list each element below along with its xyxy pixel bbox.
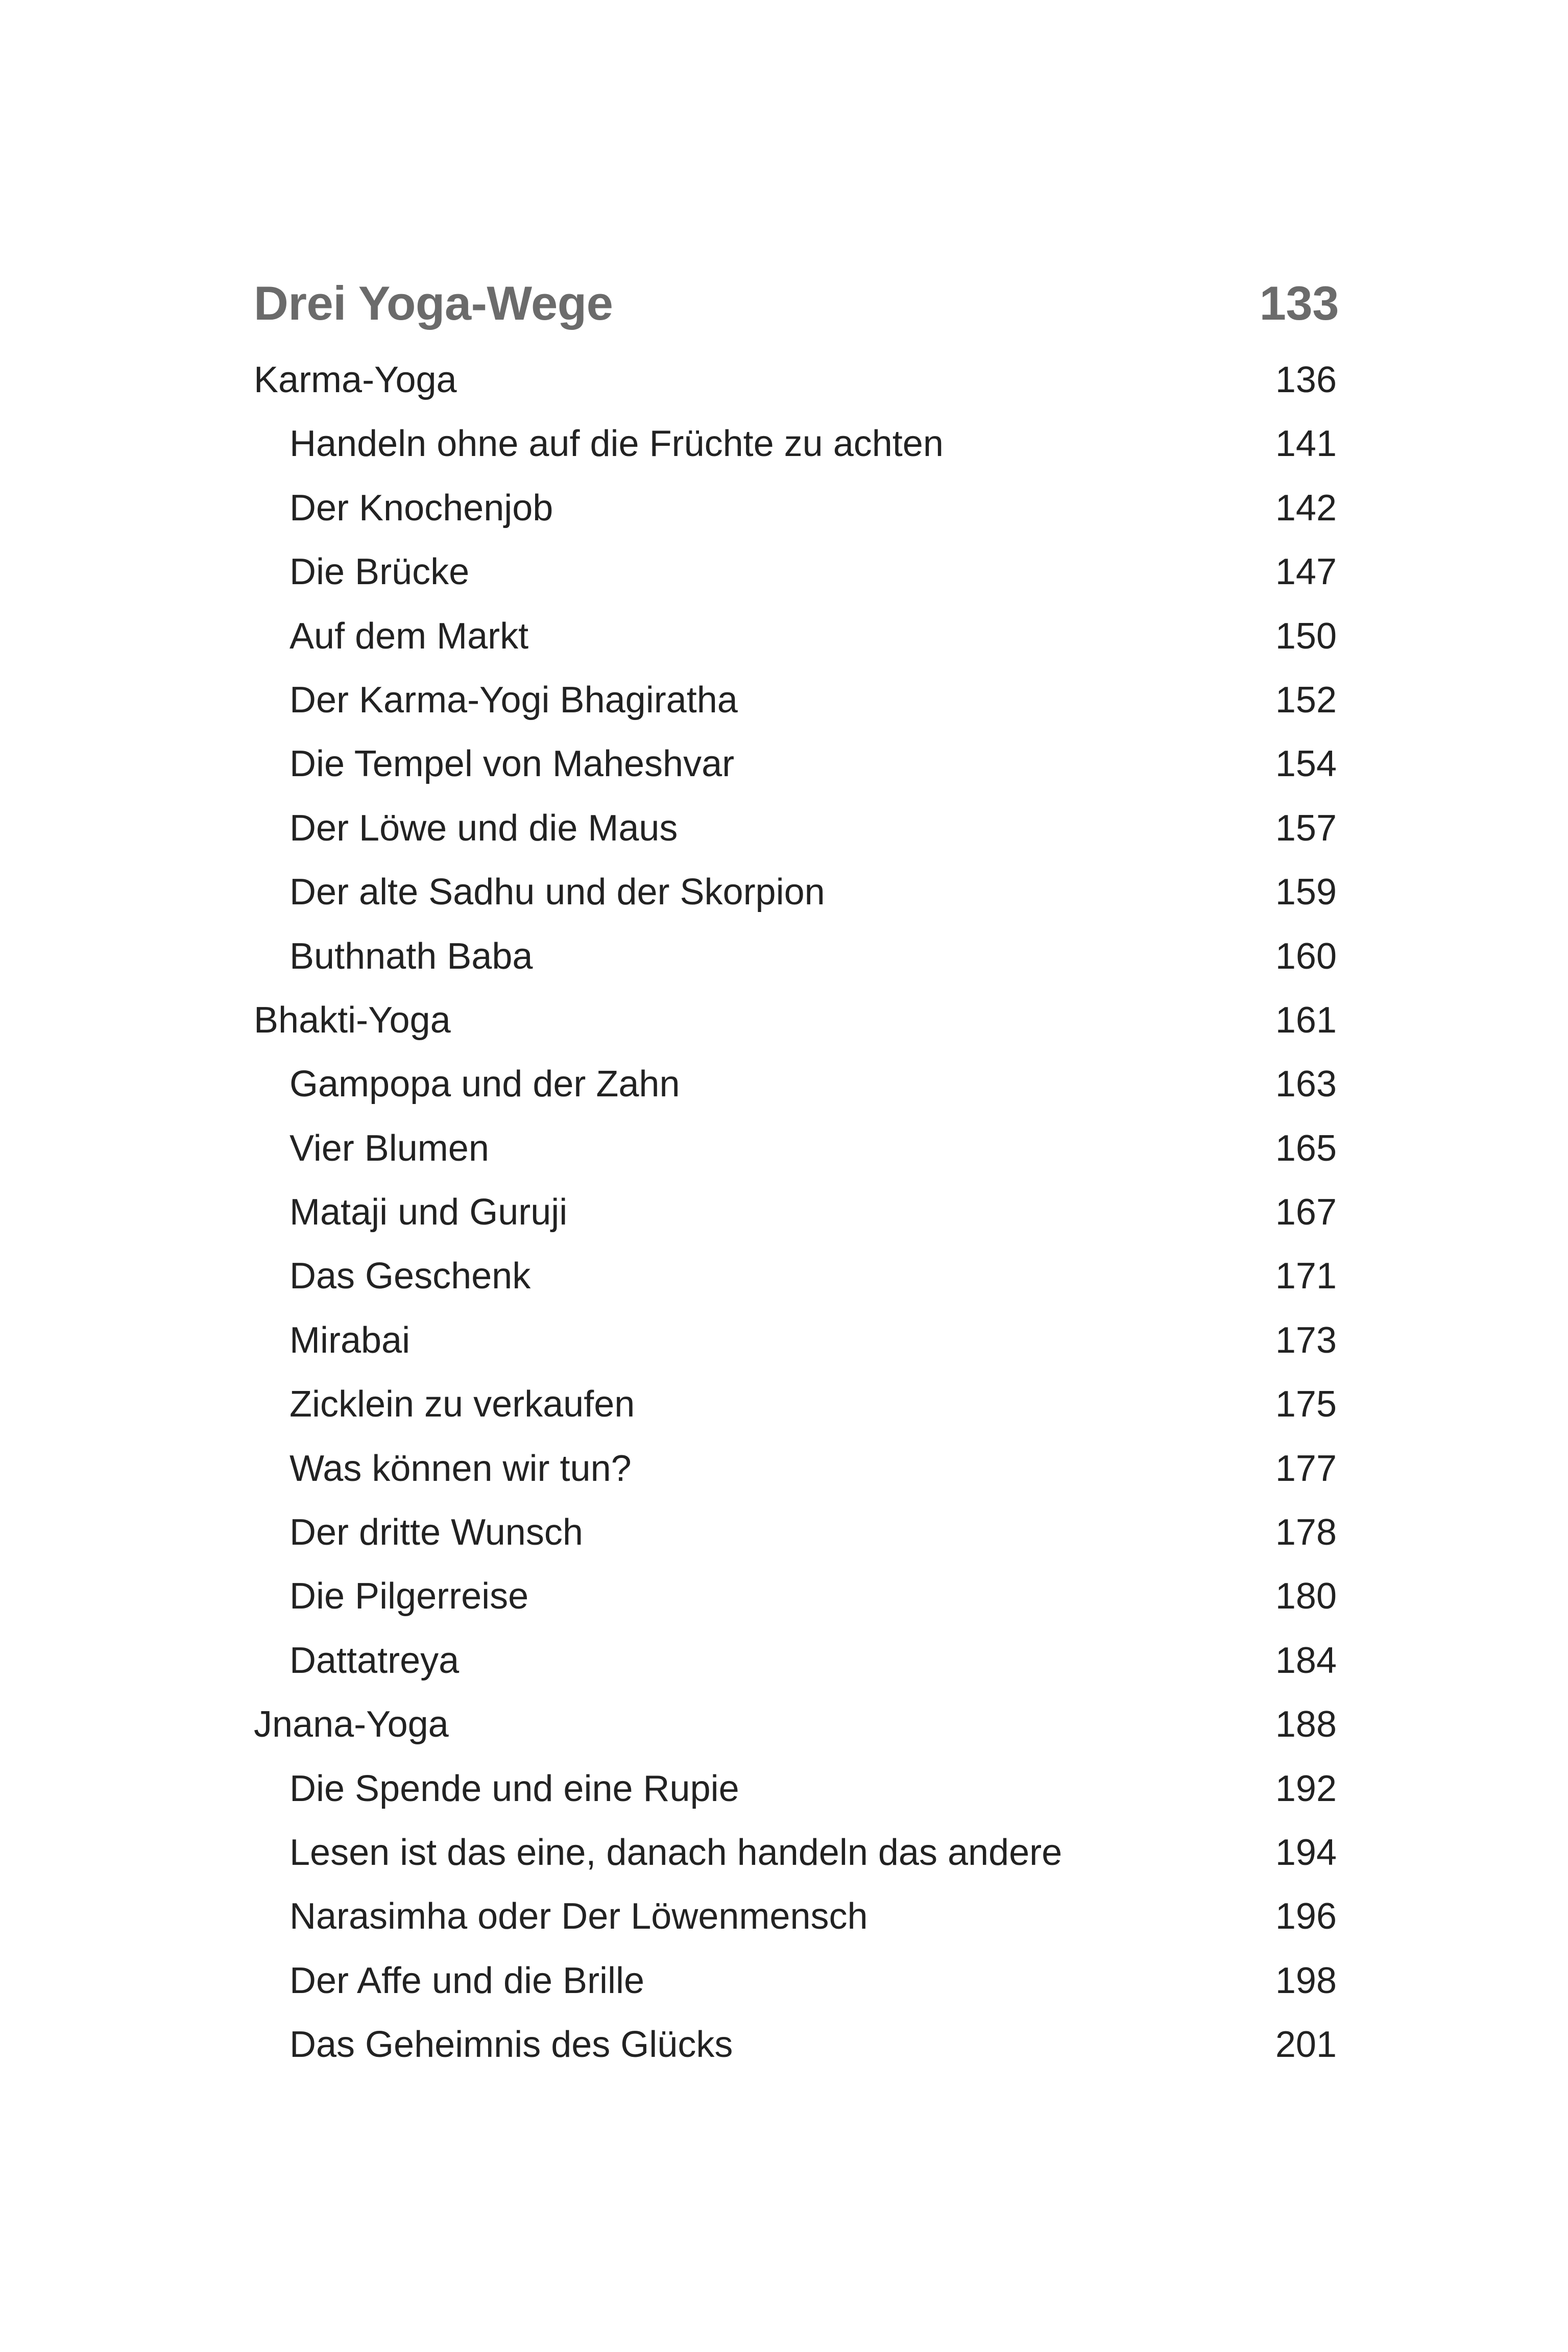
toc-entry-label: Die Tempel von Maheshvar (290, 743, 735, 785)
toc-entry-label: Der Affe und die Brille (290, 1960, 645, 2001)
toc-entry-label: Mirabai (290, 1319, 411, 1361)
section-page-number: 133 (1259, 276, 1339, 330)
toc-entry-page-number: 163 (1275, 1064, 1337, 1105)
toc-chapter-entry (254, 348, 1339, 412)
toc-entry-label: Dattatreya (290, 1640, 460, 1681)
toc-subentry (254, 412, 1339, 476)
table-of-contents (254, 276, 1339, 2077)
toc-entry-label: Das Geheimnis des Glücks (290, 2024, 733, 2066)
toc-entry-page-number: 173 (1275, 1319, 1337, 1361)
toc-entry-label: Buthnath Baba (290, 935, 533, 977)
toc-entry-label: Das Geschenk (290, 1256, 531, 1297)
toc-entry-page-number: 192 (1275, 1768, 1337, 1809)
toc-entry-label: Jnana-Yoga (254, 1704, 449, 1745)
toc-entry-page-number: 178 (1275, 1512, 1337, 1553)
toc-entry-label: Der Löwe und die Maus (290, 807, 678, 849)
toc-entry-label: Der Knochenjob (290, 487, 553, 529)
toc-entry-label: Die Pilgerreise (290, 1576, 529, 1617)
toc-entry-page-number: 154 (1275, 743, 1337, 785)
toc-entry-page-number: 194 (1275, 1832, 1337, 1873)
toc-subentry (254, 1373, 1339, 1436)
toc-entry-label: Die Brücke (290, 551, 470, 593)
toc-subentry (254, 1244, 1339, 1308)
toc-entry-page-number: 161 (1275, 999, 1337, 1041)
toc-entry-page-number: 177 (1275, 1448, 1337, 1489)
toc-entry-list (254, 348, 1339, 2077)
toc-entry-page-number: 198 (1275, 1960, 1337, 2001)
toc-subentry (254, 1181, 1339, 1244)
toc-entry-page-number: 142 (1275, 487, 1337, 529)
toc-subentry (254, 1949, 1339, 2013)
toc-entry-page-number: 160 (1275, 935, 1337, 977)
toc-entry-page-number: 157 (1275, 807, 1337, 849)
toc-entry-label: Narasimha oder Der Löwenmensch (290, 1896, 868, 1937)
toc-entry-label: Zicklein zu verkaufen (290, 1384, 635, 1425)
toc-entry-page-number: 180 (1275, 1576, 1337, 1617)
toc-subentry (254, 1437, 1339, 1501)
toc-subentry (254, 1309, 1339, 1373)
toc-subentry (254, 605, 1339, 668)
toc-subentry (254, 925, 1339, 989)
toc-entry-page-number: 184 (1275, 1640, 1337, 1681)
toc-entry-label: Handeln ohne auf die Früchte zu achten (290, 423, 944, 465)
toc-entry-page-number: 171 (1275, 1256, 1337, 1297)
toc-entry-label: Lesen ist das eine, danach handeln das andere (290, 1832, 1063, 1873)
toc-entry-page-number: 167 (1275, 1192, 1337, 1233)
toc-subentry (254, 668, 1339, 732)
toc-subentry (254, 2013, 1339, 2077)
toc-entry-page-number: 150 (1275, 615, 1337, 657)
toc-subentry (254, 732, 1339, 796)
toc-subentry (254, 1629, 1339, 1693)
toc-entry-page-number: 188 (1275, 1704, 1337, 1745)
toc-subentry (254, 1757, 1339, 1821)
toc-entry-label: Der dritte Wunsch (290, 1512, 583, 1553)
toc-subentry (254, 1885, 1339, 1949)
toc-entry-page-number: 196 (1275, 1896, 1337, 1937)
toc-entry-label: Der Karma-Yogi Bhagiratha (290, 679, 738, 721)
toc-entry-page-number: 165 (1275, 1127, 1337, 1169)
toc-entry-label: Karma-Yoga (254, 359, 457, 400)
toc-chapter-entry (254, 989, 1339, 1052)
toc-subentry (254, 797, 1339, 860)
toc-entry-label: Gampopa und der Zahn (290, 1064, 680, 1105)
toc-subentry (254, 1565, 1339, 1628)
toc-entry-page-number: 147 (1275, 551, 1337, 593)
toc-entry-page-number: 159 (1275, 872, 1337, 913)
toc-entry-label: Bhakti-Yoga (254, 999, 451, 1041)
section-heading (254, 276, 1339, 348)
toc-entry-label: Auf dem Markt (290, 615, 529, 657)
section-title: Drei Yoga-Wege (254, 276, 613, 330)
toc-entry-page-number: 201 (1275, 2024, 1337, 2066)
toc-entry-label: Die Spende und eine Rupie (290, 1768, 739, 1809)
toc-subentry (254, 1052, 1339, 1116)
toc-entry-page-number: 136 (1275, 359, 1337, 400)
toc-entry-label: Vier Blumen (290, 1127, 489, 1169)
toc-entry-page-number: 141 (1275, 423, 1337, 465)
toc-entry-label: Mataji und Guruji (290, 1192, 568, 1233)
toc-subentry (254, 476, 1339, 540)
toc-entry-page-number: 175 (1275, 1384, 1337, 1425)
toc-entry-label: Was können wir tun? (290, 1448, 632, 1489)
toc-subentry (254, 1117, 1339, 1181)
toc-subentry (254, 1501, 1339, 1565)
toc-entry-page-number: 152 (1275, 679, 1337, 721)
toc-subentry (254, 540, 1339, 604)
toc-subentry (254, 860, 1339, 924)
toc-entry-label: Der alte Sadhu und der Skorpion (290, 872, 825, 913)
toc-chapter-entry (254, 1693, 1339, 1757)
toc-subentry (254, 1821, 1339, 1885)
